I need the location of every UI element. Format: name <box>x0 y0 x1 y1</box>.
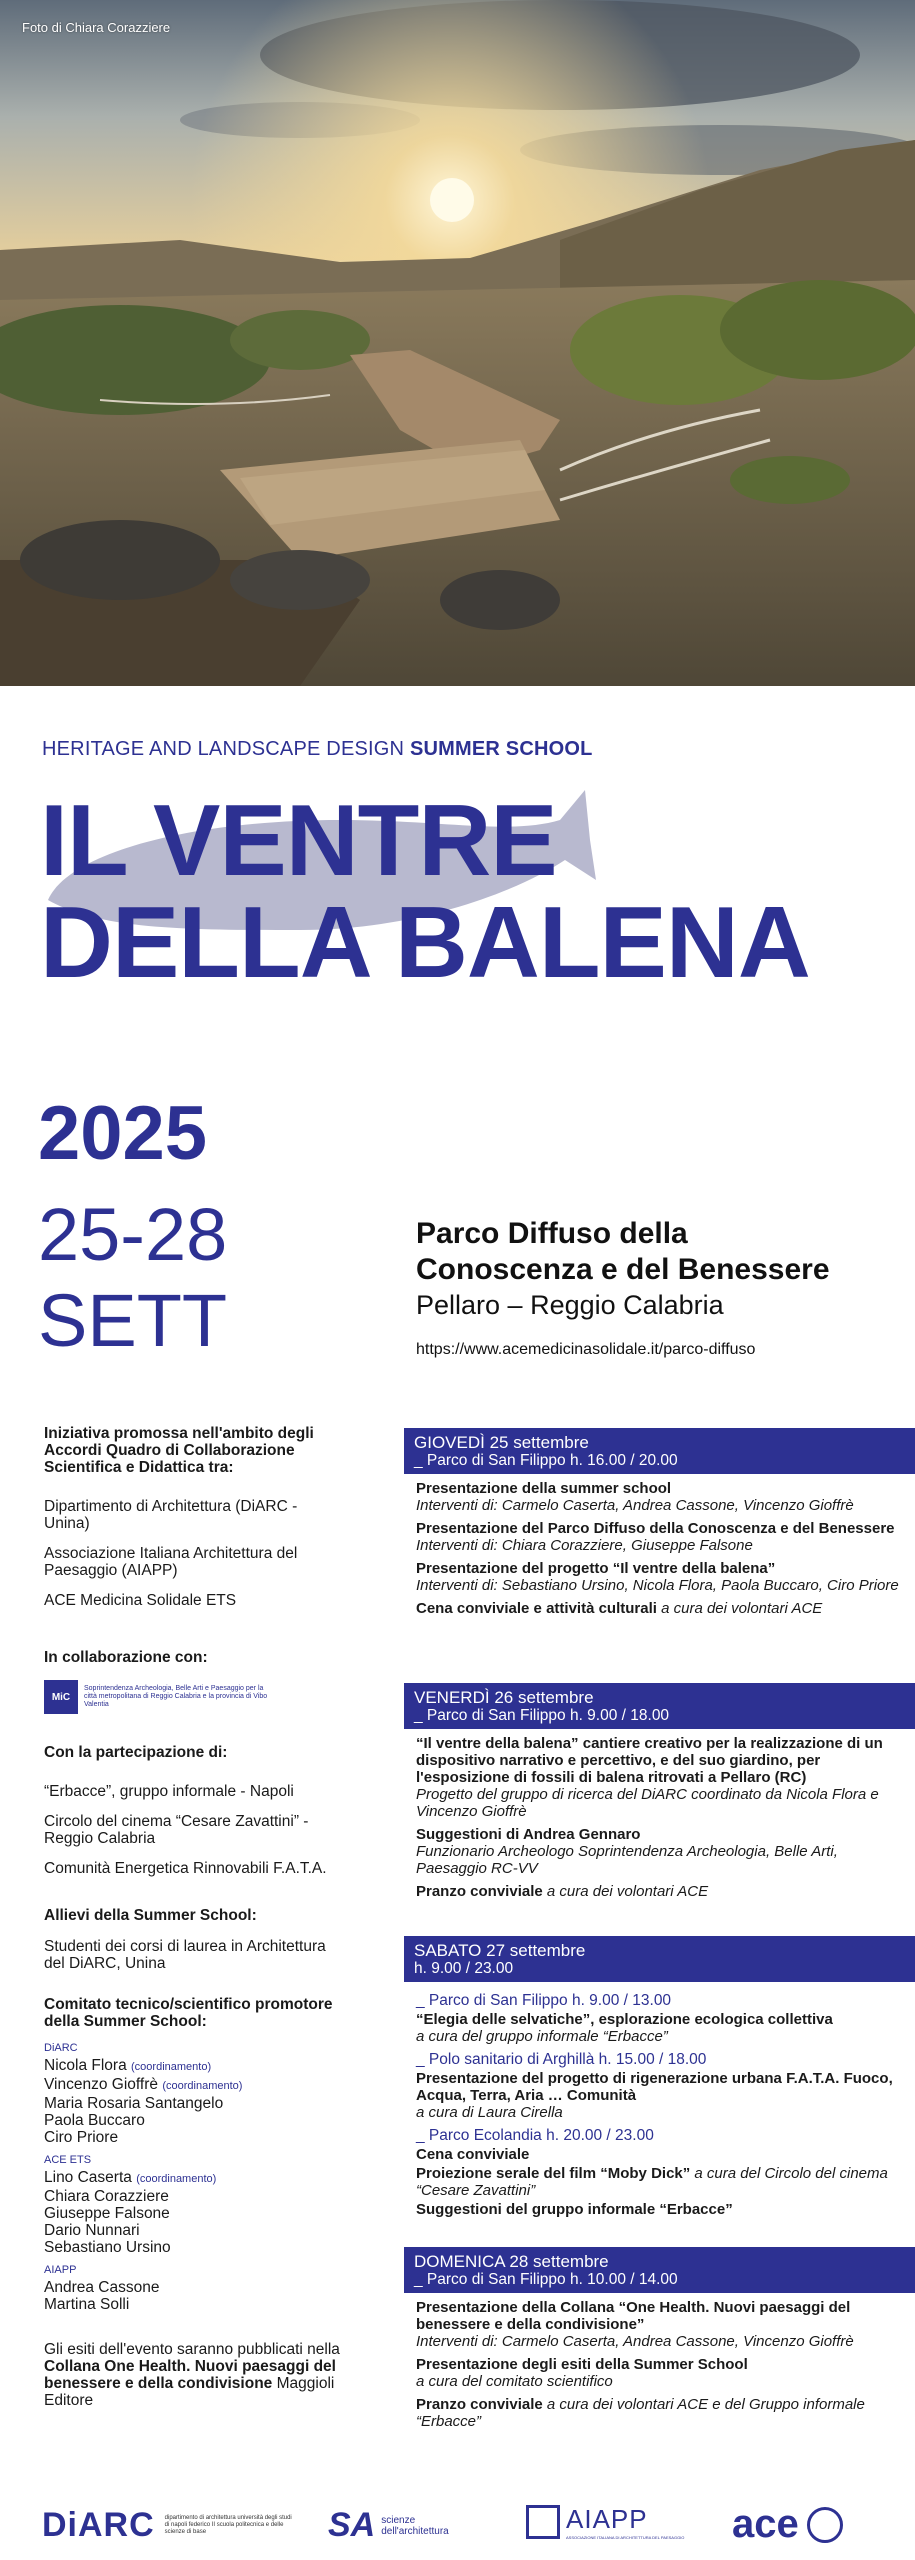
committee-member: Sebastiano Ursino <box>44 2239 171 2256</box>
title-line-2: DELLA BALENA <box>40 887 810 999</box>
diarc-logo: DiARC dipartimento di architettura università degli studi di napoli federico II scuola politecnica e delle scienze di base <box>42 2506 292 2544</box>
event-dates <box>38 1192 227 1364</box>
ace-logo: ace <box>732 2502 843 2547</box>
committee-heading: Comitato tecnico/scientifico promotore della Summer School: <box>44 1996 333 2030</box>
venue-city: Pellaro – Reggio Calabria <box>416 1290 724 1320</box>
program-item: Presentazione del progetto di rigenerazione urbana F.A.T.A. Fuoco, Acqua, Terra, Aria … Comunità a cura di Laura Cirella <box>416 2070 893 2121</box>
committee-member: Lino Caserta (coordinamento) <box>44 2169 217 2186</box>
day-hours: h. 9.00 / 23.00 <box>414 1960 514 1977</box>
program-item: Pranzo conviviale a cura dei volontari ACE e del Gruppo informale “Erbacce” <box>416 2396 865 2430</box>
committee-member: Dario Nunnari <box>44 2222 140 2239</box>
students-heading: Allievi della Summer School: <box>44 1907 257 1924</box>
group-label: ACE ETS <box>44 2154 92 2166</box>
photo-credit: Foto di Chiara Corazziere <box>22 20 171 35</box>
day-place: _ Parco di San Filippo h. 16.00 / 20.00 <box>414 1452 678 1469</box>
partner-3: ACE Medicina Solidale ETS <box>44 1592 237 1609</box>
program-item: Presentazione del progetto “Il ventre della balena” Interventi di: Sebastiano Ursino, Nicola Flora, Paola Buccaro, Ciro Priore <box>416 1560 899 1594</box>
day-place: _ Parco di San Filippo h. 9.00 / 18.00 <box>414 1707 670 1724</box>
day-place: _ Parco di San Filippo h. 10.00 / 14.00 <box>414 2271 678 2288</box>
ace-emblem-icon <box>807 2507 843 2543</box>
location-label: _ Parco di San Filippo h. 9.00 / 13.00 <box>416 1992 672 2009</box>
partner-1: Dipartimento di Architettura (DiARC - Unina) <box>44 1498 298 1532</box>
committee-member: Nicola Flora (coordinamento) <box>44 2057 212 2074</box>
intro-text: Iniziativa promossa nell'ambito degli Accordi Quadro di Collaborazione Scientifica e Didattica tra: <box>44 1425 314 1476</box>
day-header: VENERDÌ 26 settembre _ Parco di San Filippo h. 9.00 / 18.00 <box>404 1683 915 1729</box>
location-label: _ Polo sanitario di Arghillà h. 15.00 / 18.00 <box>416 2051 707 2068</box>
program-item: Presentazione degli esiti della Summer School a cura del comitato scientifico <box>416 2356 748 2390</box>
day-header: SABATO 27 settembre h. 9.00 / 23.00 <box>404 1936 915 1982</box>
aiapp-logo: AIAPP ASSOCIAZIONE ITALIANA DI ARCHITETTURA DEL PAESAGGIO <box>526 2504 684 2540</box>
venue-name <box>416 1216 896 1288</box>
program-item: “Elegia delle selvatiche”, esplorazione ecologica collettiva a cura del gruppo informale “Erbacce” <box>416 2011 833 2045</box>
collab-heading: In collaborazione con: <box>44 1649 208 1666</box>
kicker-plain: HERITAGE AND LANDSCAPE DESIGN <box>42 738 405 760</box>
kicker-bold: SUMMER SCHOOL <box>409 738 593 760</box>
participation-heading: Con la partecipazione di: <box>44 1744 228 1761</box>
committee-member: Vincenzo Gioffrè (coordinamento) <box>44 2076 243 2093</box>
committee-group-aiapp <box>44 2262 344 2313</box>
committee-member: Chiara Corazziere <box>44 2188 169 2205</box>
outcome-text: Gli esiti dell'evento saranno pubblicati nella Collana One Health. Nuovi paesaggi del benessere e della condivisione Maggioli Editore <box>44 2341 340 2409</box>
group-label: AIAPP <box>44 2264 77 2276</box>
students-text: Studenti dei corsi di laurea in Architettura del DiARC, Unina <box>44 1938 326 1972</box>
date-month: SETT <box>38 1279 228 1362</box>
partner-2: Associazione Italiana Architettura del Paesaggio (AIAPP) <box>44 1545 298 1579</box>
footer-logos <box>0 2498 915 2550</box>
participant-1: “Erbacce”, gruppo informale - Napoli <box>44 1783 294 1800</box>
venue-url-link[interactable]: https://www.acemedicinasolidale.it/parco-diffuso <box>416 1341 756 1358</box>
committee-member: Paola Buccaro <box>44 2112 145 2129</box>
program-item: Cena conviviale <box>416 2146 530 2163</box>
title-line-1: IL VENTRE <box>40 785 557 897</box>
committee-group-ace <box>44 2152 344 2256</box>
venue-name-line-2: Conoscenza e del Benessere <box>416 1253 830 1286</box>
venue-name-line-1: Parco Diffuso della <box>416 1217 688 1250</box>
program-item: Suggestioni di Andrea Gennaro Funzionario Archeologo Soprintendenza Archeologia, Belle Arti, Paesaggio RC-VV <box>416 1826 838 1877</box>
program-item: Presentazione del Parco Diffuso della Conoscenza e del Benessere Interventi di: Chiara Corazziere, Giuseppe Falsone <box>416 1520 895 1554</box>
left-column <box>44 1425 344 2409</box>
event-title <box>40 785 810 999</box>
program-item: Suggestioni del gruppo informale “Erbacce” <box>416 2201 733 2218</box>
participant-2: Circolo del cinema “Cesare Zavattini” - Reggio Calabria <box>44 1813 309 1847</box>
kicker <box>42 738 593 761</box>
program-day-sunday <box>404 2247 915 2436</box>
day-header: DOMENICA 28 settembre _ Parco di San Filippo h. 10.00 / 14.00 <box>404 2247 915 2293</box>
committee-member: Ciro Priore <box>44 2129 119 2146</box>
committee-member: Giuseppe Falsone <box>44 2205 170 2222</box>
program-item: Presentazione della summer school Interventi di: Carmelo Caserta, Andrea Cassone, Vincenzo Gioffrè <box>416 1480 854 1514</box>
program-day-saturday <box>404 1936 915 2224</box>
program-day-friday <box>404 1683 915 1906</box>
mic-logo-text: Soprintendenza Archeologia, Belle Arti e Paesaggio per la città metropolitana di Reggio Calabria e la provincia di Vibo Valentia <box>84 1685 268 1708</box>
committee-member: Andrea Cassone <box>44 2279 160 2296</box>
program-item: Cena conviviale e attività culturali a cura dei volontari ACE <box>416 1600 823 1617</box>
aiapp-grid-icon <box>526 2505 560 2539</box>
sa-logo: SA scienze dell'architettura <box>328 2506 449 2544</box>
venue-block <box>416 1216 896 1359</box>
landscape-photo-illustration <box>0 0 915 686</box>
program-item: Proiezione serale del film “Moby Dick” a cura del Circolo del cinema “Cesare Zavattini” <box>416 2165 888 2199</box>
header-photo <box>0 0 915 686</box>
day-header: GIOVEDÌ 25 settembre _ Parco di San Filippo h. 16.00 / 20.00 <box>404 1428 915 1474</box>
event-year: 2025 <box>38 1091 208 1176</box>
group-label: DiARC <box>44 2042 78 2054</box>
participant-3: Comunità Energetica Rinnovabili F.A.T.A. <box>44 1860 327 1877</box>
committee-member: Maria Rosaria Santangelo <box>44 2095 224 2112</box>
program-item: Pranzo conviviale a cura dei volontari ACE <box>416 1883 709 1900</box>
program-item: Presentazione della Collana “One Health. Nuovi paesaggi del benessere e della condivisione” Interventi di: Carmelo Caserta, Andrea Cassone, Vincenzo Gioffrè <box>416 2299 854 2350</box>
soprintendenza-logo <box>44 1680 344 1714</box>
location-label: _ Parco Ecolandia h. 20.00 / 23.00 <box>416 2127 654 2144</box>
date-range: 25-28 <box>38 1193 228 1276</box>
program-item: “Il ventre della balena” cantiere creativo per la realizzazione di un dispositivo narrativo e percettivo, e del suo giardino, per l'esposizione di fossili di balena ritrovati a Pellaro (RC) Progetto del gruppo di ricerca del DiARC coordinato da Nicola Flora e Vincenzo Gioffrè <box>416 1735 883 1820</box>
committee-member: Martina Solli <box>44 2296 130 2313</box>
committee-group-diarc <box>44 2040 344 2146</box>
program-day-thursday <box>404 1428 915 1623</box>
mic-logo-mark: MiC <box>44 1680 78 1714</box>
